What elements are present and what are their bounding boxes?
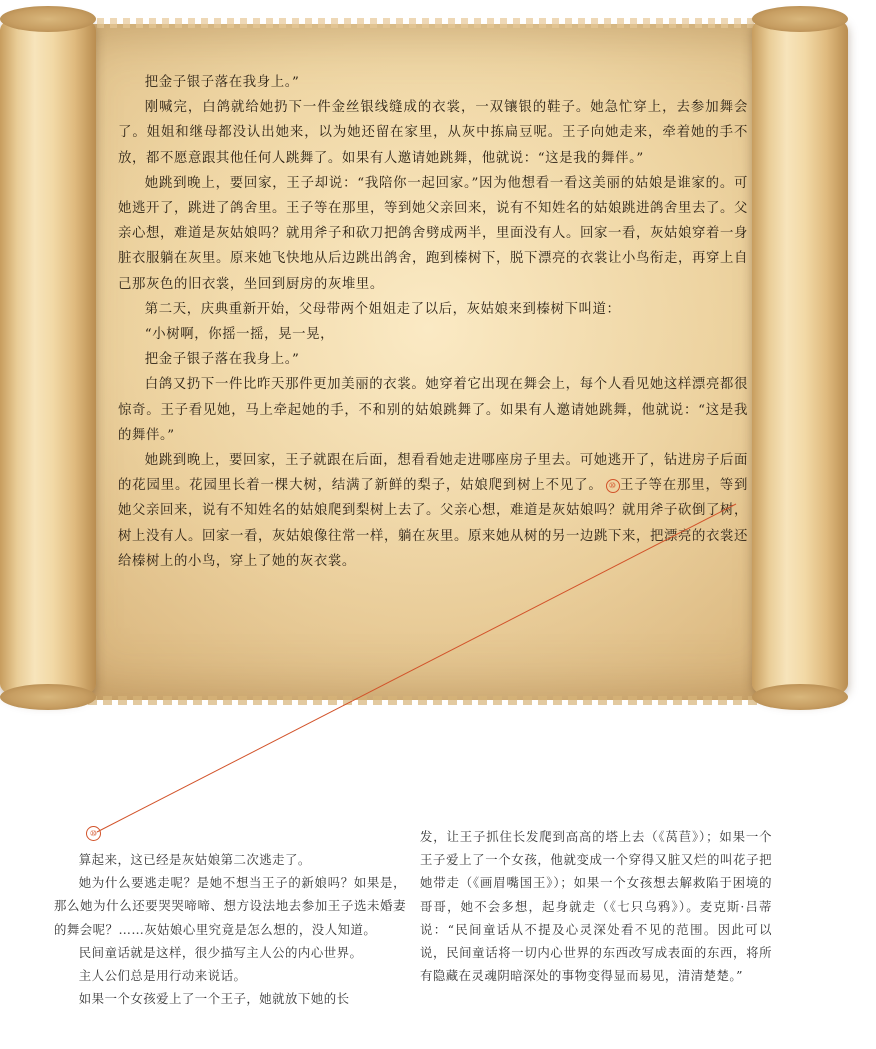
annotation-paragraph: 如果一个女孩爱上了一个王子，她就放下她的长	[78, 991, 350, 1007]
story-paragraph: 把金子银子落在我身上。”	[144, 352, 300, 368]
annotation-number-label: ⑩	[86, 826, 101, 841]
story-sentence: 她跳到晚上，要回家，王子就跟在后面，想看看她走进哪座房子里去。可她逃开了，钻进房子后面的花园里。花园里长着一棵大树，结满了新鲜的梨子，姑娘爬到树上不见了。	[118, 453, 748, 494]
annotation-left-column	[54, 848, 406, 1010]
story-paragraph: 把金子银子落在我身上。”	[144, 75, 300, 90]
story-paragraph: 白鸽又扔下一件比昨天那件更加美丽的衣裳。她穿着它出现在舞会上，每个人看见她这样漂亮都很惊奇。王子看见她，马上牵起她的手，不和别的姑娘跳舞了。如果有人邀请她跳舞，他就说：“这是我的舞伴。”	[118, 377, 748, 443]
annotation-paragraph: 她为什么要逃走呢？是她不想当王子的新娘吗？如果是，那么她为什么还要哭哭啼啼、想方设法地去参加王子选未婚妻的舞会呢？……灰姑娘心里究竟是怎么想的，没人知道。	[54, 875, 406, 937]
story-paragraph: 她跳到晚上，要回家，王子却说：“我陪你一起回家。”因为他想看一看这美丽的姑娘是谁家的。可她逃开了，跳进了鸽舍里。王子等在那里，等到她父亲回来，说有不知姓名的姑娘跳进鸽舍里去了。父亲心想，难道是灰姑娘吗？就用斧子和砍刀把鸽舍劈成两半，里面没有人。回家一看，灰姑娘穿着一身脏衣服躺在灰里。原来她飞快地从后边跳出鸽舍，跑到榛树下，脱下漂亮的衣裳让小鸟衔走，再穿上自己那灰色的旧衣裳，坐回到厨房的灰堆里。	[118, 175, 748, 292]
story-paragraph: “小树啊，你摇一摇，晃一晃，	[144, 327, 335, 343]
annotation-paragraph: 算起来，这已经是灰姑娘第二次逃走了。	[78, 852, 311, 867]
annotation-right-column	[420, 825, 772, 987]
story-sentence: 王子等在那里，等到她父亲回来，说有不知姓名的姑娘爬到梨树上去了。父亲心想，难道是灰姑娘吗？就用斧子砍倒了树，树上没有人。回家一看，灰姑娘像往常一样，躺在灰里。原来她从树的另一边跳下来，把漂亮的衣裳还给榛树上的小鸟，穿上了她的灰衣裳。	[118, 478, 748, 569]
annotation-paragraph: 主人公们总是用行动来说话。	[78, 968, 247, 984]
story-paragraph: 刚喊完，白鸽就给她扔下一件金丝银线缝成的衣裳，一双镶银的鞋子。她急忙穿上，去参加舞会了。姐姐和继母都没认出她来，以为她还留在家里，从灰中拣扁豆呢。王子向她走来，牵着她的手不放，都不愿意跟其他任何人跳舞了。如果有人邀请她跳舞，他就说：“这是我的舞伴。”	[118, 100, 748, 166]
annotation-paragraph: 民间童话就是这样，很少描写主人公的内心世界。	[78, 944, 363, 960]
annotation-paragraph: 发，让王子抓住长发爬到高高的塔上去（《莴苣》）；如果一个王子爱上了一个女孩，他就变成一个穿得又脏又烂的叫花子把她带走（《画眉嘴国王》）；如果一个女孩想去解救陷于困境的哥哥，她不会多想，起身就走（《七只乌鸦》）。麦克斯·吕蒂说：“民间童话从不提及心灵深处看不见的范围。因此可以说，民间童话将一切内心世界的东西改写成表面的东西，将所有隐藏在灵魂阴暗深处的事物变得显而易见，清清楚楚。”	[420, 829, 772, 984]
note-marker[interactable]: ⑩	[606, 479, 620, 493]
connector-line	[97, 504, 736, 832]
story-paragraph: 第二天，庆典重新开始，父母带两个姐姐走了以后，灰姑娘来到榛树下叫道：	[144, 301, 621, 317]
